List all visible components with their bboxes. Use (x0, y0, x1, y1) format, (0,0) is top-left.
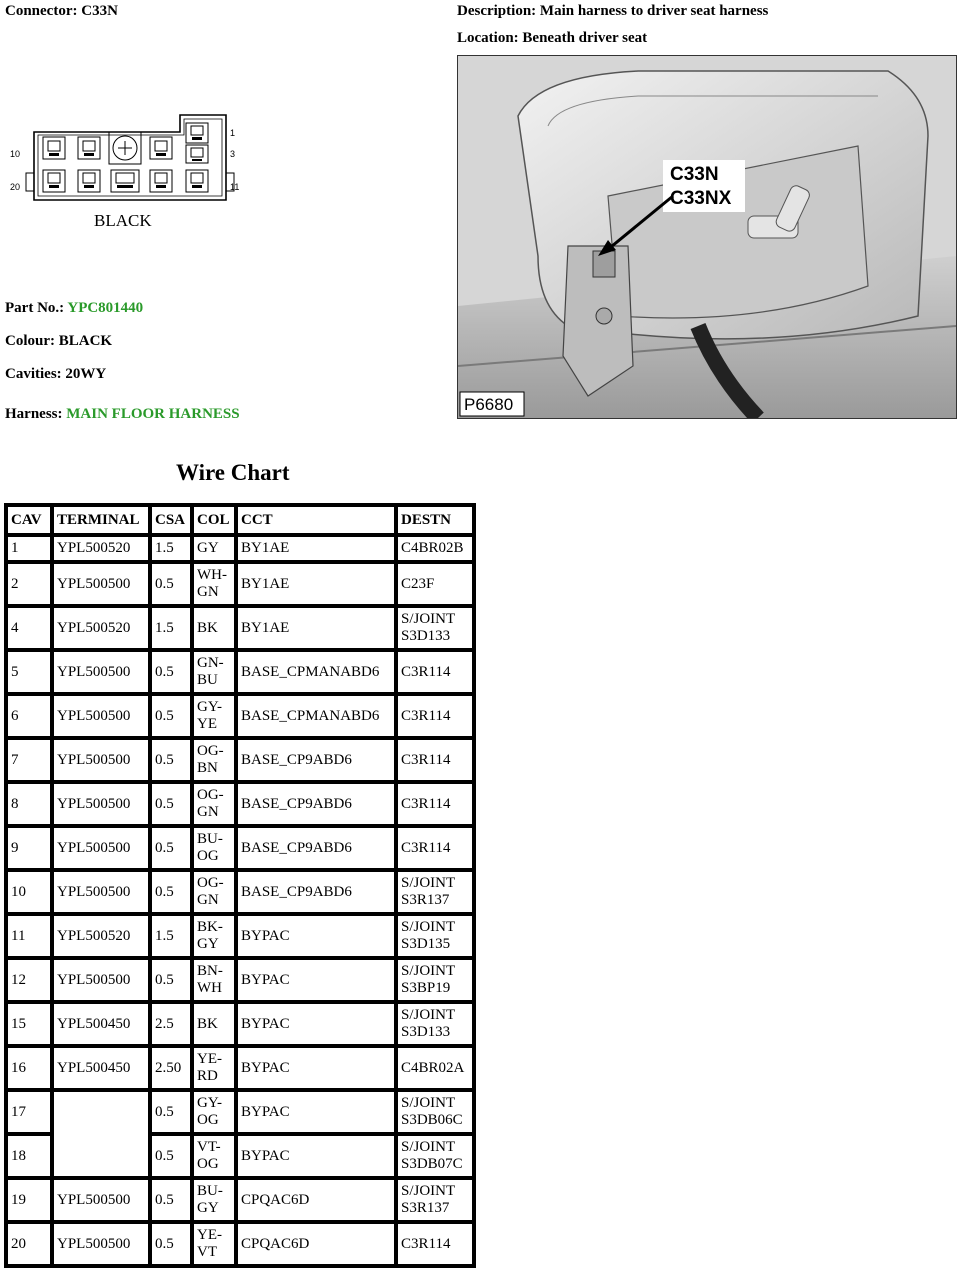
cell-cav: 6 (6, 694, 52, 738)
cell-destn: C3R114 (396, 826, 474, 870)
table-row (6, 562, 474, 606)
cell-destn: S/JOINT S3DB06C (396, 1090, 474, 1134)
cell-csa: 0.5 (150, 826, 192, 870)
cell-terminal: YPL500500 (52, 826, 150, 870)
cavities-line (5, 366, 106, 383)
cell-destn: C3R114 (396, 1222, 474, 1266)
cell-col: BK-GY (192, 914, 236, 958)
cell-terminal: YPL500450 (52, 1002, 150, 1046)
pin-label-bottom-left: 20 (10, 182, 21, 192)
cell-destn: C3R114 (396, 782, 474, 826)
cell-cct: BASE_CP9ABD6 (236, 870, 396, 914)
pin-label-top-right: 1 (230, 128, 236, 138)
cell-cav: 4 (6, 606, 52, 650)
header-cav: CAV (6, 505, 52, 535)
colour-line (5, 333, 112, 350)
cell-cct: BASE_CP9ABD6 (236, 782, 396, 826)
cell-col: BK (192, 606, 236, 650)
cell-csa: 0.5 (150, 1134, 192, 1178)
cell-cct: BASE_CP9ABD6 (236, 826, 396, 870)
table-row (6, 826, 474, 870)
cell-csa: 0.5 (150, 782, 192, 826)
harness-link[interactable]: MAIN FLOOR HARNESS (66, 406, 240, 422)
cell-terminal: YPL500500 (52, 738, 150, 782)
cell-terminal: YPL500500 (52, 782, 150, 826)
cell-cav: 16 (6, 1046, 52, 1090)
cell-csa: 1.5 (150, 535, 192, 562)
table-row (6, 1002, 474, 1046)
pin-label-bottom-right: 11 (230, 182, 240, 192)
table-row (6, 650, 474, 694)
table-row (6, 958, 474, 1002)
cell-csa: 2.5 (150, 1002, 192, 1046)
cell-col: GN-BU (192, 650, 236, 694)
cell-cav: 5 (6, 650, 52, 694)
cell-col: BU-OG (192, 826, 236, 870)
table-row (6, 1178, 474, 1222)
cell-destn: S/JOINT S3D133 (396, 1002, 474, 1046)
cell-terminal: YPL500520 (52, 914, 150, 958)
colour-label: Colour: (5, 333, 55, 349)
header-cct: CCT (236, 505, 396, 535)
cell-terminal: YPL500520 (52, 606, 150, 650)
cell-cav: 19 (6, 1178, 52, 1222)
cell-cct: BASE_CPMANABD6 (236, 650, 396, 694)
cell-csa: 0.5 (150, 1178, 192, 1222)
wire-chart-body (6, 535, 474, 1266)
description-line (457, 3, 768, 20)
part-number-link[interactable]: YPC801440 (67, 300, 144, 316)
location-line (457, 30, 647, 47)
header-col: COL (192, 505, 236, 535)
cell-cct: BYPAC (236, 1002, 396, 1046)
table-header-row (6, 505, 474, 535)
cell-cct: BYPAC (236, 1134, 396, 1178)
cell-col: OG-GN (192, 782, 236, 826)
header-terminal: TERMINAL (52, 505, 150, 535)
cell-terminal (52, 1090, 150, 1178)
table-row (6, 606, 474, 650)
cell-col: GY (192, 535, 236, 562)
cell-destn: C3R114 (396, 650, 474, 694)
wire-chart-title: Wire Chart (176, 460, 290, 485)
cell-col: VT-OG (192, 1134, 236, 1178)
cell-csa: 0.5 (150, 958, 192, 1002)
harness-line (5, 406, 240, 423)
location-photo (457, 55, 957, 419)
cell-col: WH-GN (192, 562, 236, 606)
cavities-label: Cavities: (5, 366, 62, 382)
cell-destn: C4BR02B (396, 535, 474, 562)
cell-cct: BYPAC (236, 958, 396, 1002)
cavities-value: 20WY (65, 366, 107, 382)
cell-cav: 11 (6, 914, 52, 958)
colour-value: BLACK (58, 333, 113, 349)
description-value: Main harness to driver seat harness (539, 3, 769, 19)
table-row (6, 914, 474, 958)
cell-cct: BY1AE (236, 606, 396, 650)
cell-cav: 17 (6, 1090, 52, 1134)
cell-destn: S/JOINT S3DB07C (396, 1134, 474, 1178)
table-row (6, 782, 474, 826)
cell-cct: BASE_CP9ABD6 (236, 738, 396, 782)
seat-illustration (458, 56, 956, 418)
cell-terminal: YPL500500 (52, 694, 150, 738)
callout-c33nx: C33NX (670, 188, 732, 209)
cell-cct: BYPAC (236, 914, 396, 958)
cell-destn: C23F (396, 562, 474, 606)
cell-destn: S/JOINT S3D135 (396, 914, 474, 958)
cell-csa: 0.5 (150, 694, 192, 738)
cell-destn: S/JOINT S3R137 (396, 870, 474, 914)
cell-csa: 1.5 (150, 606, 192, 650)
location-label: Location: (457, 30, 519, 46)
cell-col: OG-BN (192, 738, 236, 782)
pin-label-mid-left: 10 (10, 149, 21, 159)
part-number-label: Part No.: (5, 300, 65, 316)
cell-cav: 8 (6, 782, 52, 826)
table-row (6, 870, 474, 914)
cell-cct: BYPAC (236, 1090, 396, 1134)
cell-col: BK (192, 1002, 236, 1046)
cell-cav: 7 (6, 738, 52, 782)
cell-destn: C3R114 (396, 694, 474, 738)
cell-cav: 18 (6, 1134, 52, 1178)
part-number-line (5, 300, 143, 317)
cell-cav: 12 (6, 958, 52, 1002)
cell-destn: C4BR02A (396, 1046, 474, 1090)
cell-destn: S/JOINT S3D133 (396, 606, 474, 650)
header-csa: CSA (150, 505, 192, 535)
cell-destn: S/JOINT S3R137 (396, 1178, 474, 1222)
wire-chart-table (4, 503, 476, 1268)
connector-id: C33N (81, 3, 118, 19)
cell-col: GY-OG (192, 1090, 236, 1134)
cell-terminal: YPL500500 (52, 958, 150, 1002)
cell-col: YE-RD (192, 1046, 236, 1090)
table-row (6, 694, 474, 738)
figure-id: P6680 (464, 395, 514, 414)
cell-csa: 0.5 (150, 1222, 192, 1266)
cell-cav: 2 (6, 562, 52, 606)
cell-terminal: YPL500500 (52, 1178, 150, 1222)
cell-cct: BY1AE (236, 562, 396, 606)
cell-col: GY-YE (192, 694, 236, 738)
cell-csa: 0.5 (150, 738, 192, 782)
cell-csa: 0.5 (150, 870, 192, 914)
cell-col: BN-WH (192, 958, 236, 1002)
cell-csa: 0.5 (150, 1090, 192, 1134)
table-row (6, 1046, 474, 1090)
cell-cct: BYPAC (236, 1046, 396, 1090)
connector-face-drawing (8, 110, 248, 230)
cell-csa: 1.5 (150, 914, 192, 958)
cell-terminal: YPL500520 (52, 535, 150, 562)
location-value: Beneath driver seat (522, 30, 648, 46)
table-row (6, 535, 474, 562)
cell-cav: 9 (6, 826, 52, 870)
table-row (6, 1090, 474, 1134)
cell-cct: CPQAC6D (236, 1222, 396, 1266)
cell-cav: 15 (6, 1002, 52, 1046)
cell-terminal: YPL500500 (52, 1222, 150, 1266)
cell-destn: S/JOINT S3BP19 (396, 958, 474, 1002)
diagram-colour-label: BLACK (94, 211, 152, 230)
table-row (6, 1222, 474, 1266)
header-destn: DESTN (396, 505, 474, 535)
pin-label-mid-right: 3 (230, 149, 236, 159)
description-label: Description: (457, 3, 537, 19)
cell-cav: 10 (6, 870, 52, 914)
table-row (6, 738, 474, 782)
cell-csa: 2.50 (150, 1046, 192, 1090)
connector-label: Connector: (5, 3, 78, 19)
cell-terminal: YPL500500 (52, 650, 150, 694)
cell-cct: BASE_CPMANABD6 (236, 694, 396, 738)
cell-terminal: YPL500500 (52, 870, 150, 914)
connector-face-diagram (8, 110, 248, 230)
cell-cct: CPQAC6D (236, 1178, 396, 1222)
cell-csa: 0.5 (150, 562, 192, 606)
cell-col: OG-GN (192, 870, 236, 914)
cell-col: BU-GY (192, 1178, 236, 1222)
harness-label: Harness: (5, 406, 63, 422)
cell-cav: 1 (6, 535, 52, 562)
cell-csa: 0.5 (150, 650, 192, 694)
cell-destn: C3R114 (396, 738, 474, 782)
cell-col: YE-VT (192, 1222, 236, 1266)
callout-c33n: C33N (670, 164, 719, 185)
cell-terminal: YPL500500 (52, 562, 150, 606)
cell-terminal: YPL500450 (52, 1046, 150, 1090)
connector-line (5, 3, 118, 20)
cell-cav: 20 (6, 1222, 52, 1266)
cell-cct: BY1AE (236, 535, 396, 562)
